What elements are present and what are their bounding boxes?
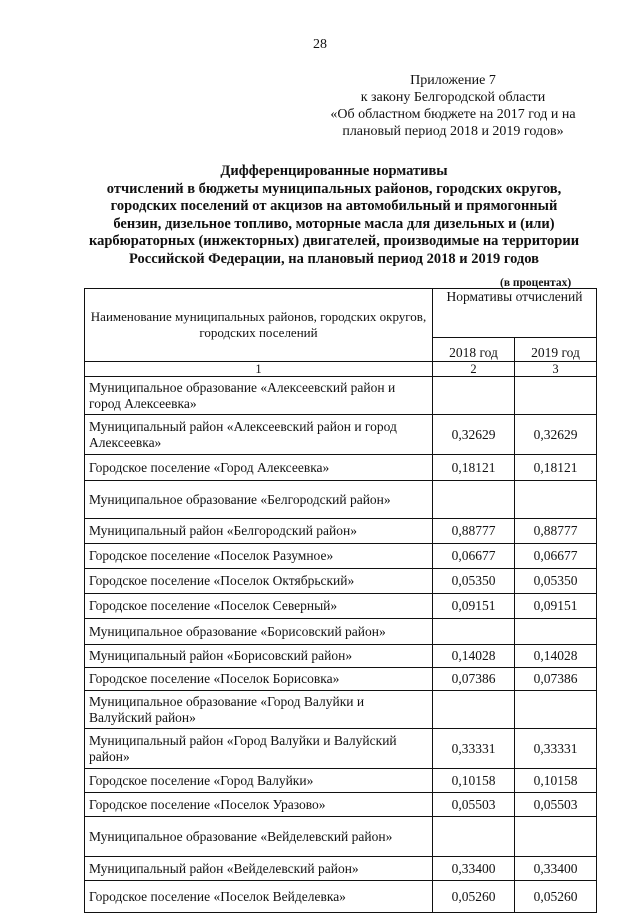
cell-2019: [515, 377, 597, 415]
table-row: [85, 455, 597, 481]
cell-name: Муниципальный район «Алексеевский район и город Алексеевка»: [85, 415, 433, 455]
cell-2019: 0,05260: [515, 881, 597, 913]
cell-2019: 0,18121: [515, 455, 597, 481]
header-year-2019: 2019 год: [515, 338, 597, 362]
cell-2018: [433, 481, 515, 519]
table-body: [85, 377, 597, 913]
page-number: 28: [313, 37, 327, 52]
cell-name: Муниципальное образование «Белгородский район»: [85, 481, 433, 519]
cell-name: Муниципальное образование «Борисовский район»: [85, 619, 433, 645]
header-norms: Нормативы отчислений: [433, 289, 597, 338]
cell-2019: [515, 619, 597, 645]
appendix-line: Приложение 7: [410, 73, 496, 88]
title-line: отчислений в бюджеты муниципальных районов, городских округов,: [106, 180, 562, 197]
cell-name: Городское поселение «Поселок Борисовка»: [85, 668, 433, 691]
norms-table: [84, 288, 597, 913]
title-line: Российской Федерации, на плановый период 2018 и 2019 годов: [129, 250, 539, 267]
cell-2018: [433, 377, 515, 415]
cell-name: Городское поселение «Поселок Северный»: [85, 594, 433, 619]
table-row: [85, 857, 597, 881]
cell-name: Муниципальный район «Вейделевский район»: [85, 857, 433, 881]
municipality-group-row: [85, 481, 597, 519]
municipality-group-row: [85, 817, 597, 857]
table-row: [85, 569, 597, 594]
cell-name: Муниципальное образование «Город Валуйки и Валуйский район»: [85, 691, 433, 729]
title-line: Дифференцированные нормативы: [220, 163, 448, 179]
column-number: 3: [515, 362, 597, 377]
municipality-group-row: [85, 619, 597, 645]
appendix-line: «Об областном бюджете на 2017 год и на: [330, 107, 576, 122]
title-line: бензин, дизельное топливо, моторные масла для дизельных и (или): [113, 215, 555, 232]
cell-2019: 0,14028: [515, 645, 597, 668]
cell-2019: 0,10158: [515, 769, 597, 793]
table-row: [85, 544, 597, 569]
cell-2018: 0,14028: [433, 645, 515, 668]
cell-name: Муниципальный район «Город Валуйки и Валуйский район»: [85, 729, 433, 769]
cell-2019: 0,32629: [515, 415, 597, 455]
table-row: [85, 729, 597, 769]
table-row: [85, 519, 597, 544]
cell-2019: 0,33400: [515, 857, 597, 881]
cell-2018: 0,05503: [433, 793, 515, 817]
table-row: [85, 415, 597, 455]
units-note: (в процентах): [500, 277, 572, 289]
cell-2019: 0,05503: [515, 793, 597, 817]
appendix-line: к закону Белгородской области: [360, 90, 546, 105]
cell-2018: [433, 817, 515, 857]
cell-2019: 0,05350: [515, 569, 597, 594]
cell-name: Городское поселение «Поселок Разумное»: [85, 544, 433, 569]
cell-2019: [515, 481, 597, 519]
cell-name: Муниципальный район «Борисовский район»: [85, 645, 433, 668]
cell-2018: 0,07386: [433, 668, 515, 691]
appendix-line: плановый период 2018 и 2019 годов»: [342, 124, 564, 139]
cell-2019: 0,07386: [515, 668, 597, 691]
cell-name: Городское поселение «Город Валуйки»: [85, 769, 433, 793]
cell-name: Городское поселение «Поселок Октябрьский»: [85, 569, 433, 594]
cell-2019: [515, 691, 597, 729]
cell-name: Муниципальное образование «Вейделевский район»: [85, 817, 433, 857]
cell-2018: 0,10158: [433, 769, 515, 793]
header-name: Наименование муниципальных районов, городских округов, городских поселений: [85, 289, 433, 362]
cell-2018: 0,05350: [433, 569, 515, 594]
appendix-reference: [303, 72, 603, 140]
title-line: городских поселений от акцизов на автомобильный и прямогонный: [110, 198, 558, 214]
cell-2019: 0,88777: [515, 519, 597, 544]
cell-2018: 0,18121: [433, 455, 515, 481]
cell-name: Муниципальное образование «Алексеевский район и город Алексеевка»: [85, 377, 433, 415]
cell-name: Городское поселение «Поселок Уразово»: [85, 793, 433, 817]
cell-2019: 0,09151: [515, 594, 597, 619]
cell-2019: [515, 817, 597, 857]
cell-2019: 0,06677: [515, 544, 597, 569]
table-row: [85, 594, 597, 619]
document-title: [70, 163, 598, 268]
municipality-group-row: [85, 377, 597, 415]
column-number: 1: [85, 362, 433, 377]
cell-2018: [433, 619, 515, 645]
title-line: карбюраторных (инжекторных) двигателей, производимые на территории: [88, 233, 580, 249]
column-number: 2: [433, 362, 515, 377]
cell-name: Городское поселение «Город Алексеевка»: [85, 455, 433, 481]
cell-name: Городское поселение «Поселок Вейделевка»: [85, 881, 433, 913]
table-row: [85, 769, 597, 793]
header-year-2018: 2018 год: [433, 338, 515, 362]
table-row: [85, 793, 597, 817]
cell-2018: 0,05260: [433, 881, 515, 913]
table-row: [85, 668, 597, 691]
cell-2019: 0,33331: [515, 729, 597, 769]
municipality-group-row: [85, 691, 597, 729]
cell-2018: 0,06677: [433, 544, 515, 569]
table-row: [85, 881, 597, 913]
cell-name: Муниципальный район «Белгородский район»: [85, 519, 433, 544]
cell-2018: 0,88777: [433, 519, 515, 544]
cell-2018: [433, 691, 515, 729]
cell-2018: 0,32629: [433, 415, 515, 455]
table-row: [85, 645, 597, 668]
cell-2018: 0,33400: [433, 857, 515, 881]
cell-2018: 0,09151: [433, 594, 515, 619]
cell-2018: 0,33331: [433, 729, 515, 769]
